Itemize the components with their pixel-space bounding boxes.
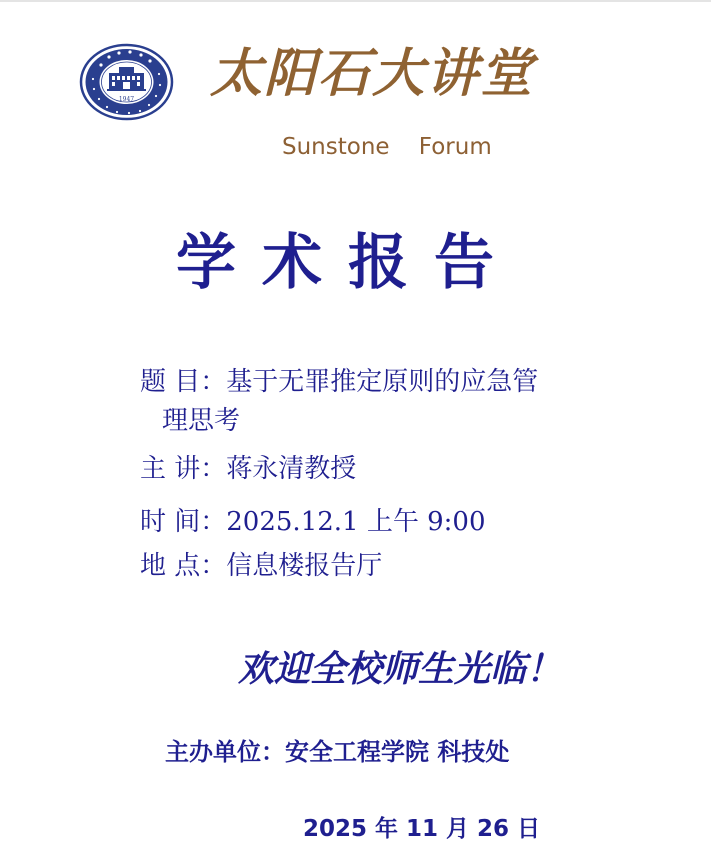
organizer: 主办单位：安全工程学院 科技处 — [165, 737, 510, 766]
issue-date: 2025 年 11 月 26 日 — [303, 816, 541, 842]
seal-year: 1947 — [118, 96, 135, 103]
time-value: 2025.12.1 上午 9:00 — [226, 507, 486, 537]
forum-subtitle: Sunstone Forum — [282, 134, 492, 160]
top-rule — [0, 0, 711, 2]
location-row — [140, 550, 382, 582]
speaker-value: 蒋永清教授 — [226, 454, 357, 484]
speaker-row — [140, 453, 356, 485]
topic-row — [140, 366, 538, 398]
welcome-message: 欢迎全校师生光临！ — [238, 648, 563, 690]
speaker-label: 主 讲： — [140, 454, 227, 484]
time-label: 时 间： — [140, 507, 227, 537]
topic-continuation: 理思考 — [162, 406, 241, 436]
location-value: 信息楼报告厅 — [226, 551, 383, 581]
report-title: 学术报告 — [176, 228, 520, 298]
location-label: 地 点： — [140, 551, 227, 581]
forum-title: 太阳石大讲堂 — [210, 43, 535, 104]
topic-label: 题 目： — [140, 367, 227, 397]
time-row — [140, 506, 486, 538]
university-seal-logo — [79, 43, 174, 121]
topic-value: 基于无罪推定原则的应急管 — [226, 367, 539, 397]
